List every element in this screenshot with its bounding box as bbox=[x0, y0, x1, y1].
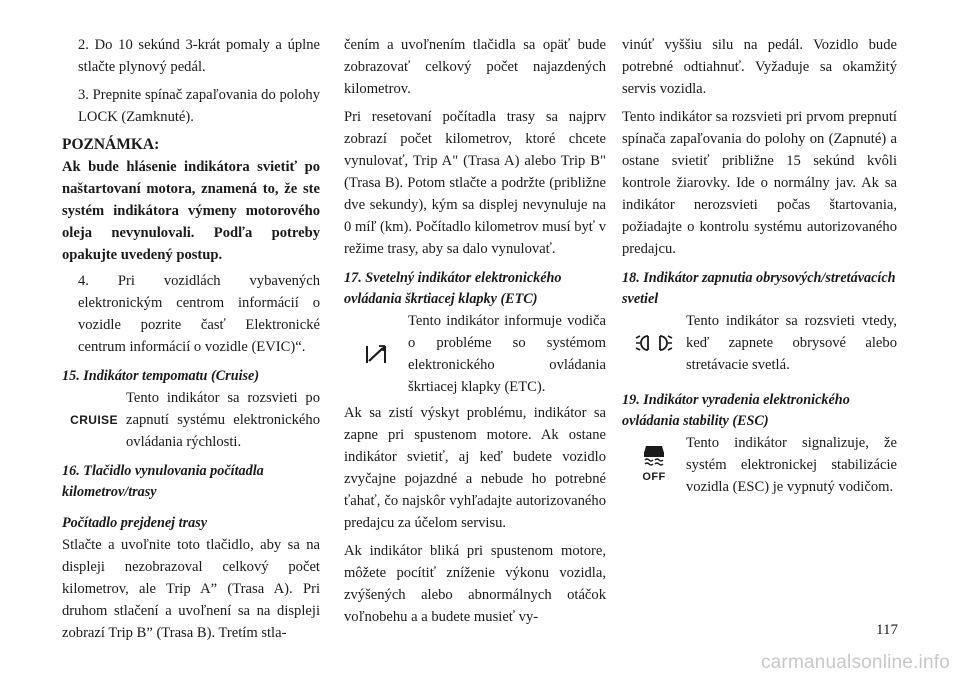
paragraph-1: čením a uvoľnením tlačidla sa opäť bude zobrazovať celkový počet najazdených kilometrov. bbox=[344, 37, 606, 97]
watermark: carmanualsonline.info bbox=[760, 652, 950, 673]
section-17-row bbox=[344, 310, 606, 398]
paragraph-3: Ak sa zistí výskyt problému, indikátor sa zapne pri spustenom motore. Ak ostane indikátor svietiť, aj keď budete vozidlo zvyčajne pojazdné a nebude ho potrebné ťahať, čo najskôr vyhľadajte autorizovaného predajcu za účelom servisu. bbox=[344, 405, 606, 531]
cruise-icon bbox=[62, 387, 126, 453]
section-19-heading: 19. Indikátor vyradenia elektronického ovládania stability (ESC) bbox=[622, 392, 850, 429]
throttle-icon-svg bbox=[363, 341, 389, 367]
page-number: 117 bbox=[876, 622, 898, 638]
paragraph-4: Ak indikátor bliká pri spustenom motore, môžete pocítiť zníženie výkonu vozidla, zvýšených alebo abnormálnych otáčok voľnobehu a a budete musieť vy- bbox=[344, 543, 606, 625]
step-2: 2. Do 10 sekúnd 3-krát pomaly a úplne stlačte plynový pedál. bbox=[78, 37, 320, 75]
section-16-text: Stlačte a uvoľnite toto tlačidlo, aby sa na displeji nezobrazoval celkový počet kilometrov, ale Trip A” (Trasa A). Pri druhom stlačení a uvoľnení sa na displeji zobrazí Trip B” (Trasa B). Tretím stla- bbox=[62, 537, 320, 641]
section-17-text: Tento indikátor informuje vodiča o probléme so systémom elektronického ovládania škrtiacej klapky (ETC). bbox=[408, 313, 606, 395]
paragraph-2: Pri resetovaní počítadla trasy sa najprv zobrazí počet kilometrov, ktoré chcete vynulovať, Trip A" (Trasa A) alebo Trip B" (Trasa B). Potom stlačte a podržte (približne dve sekundy), kým sa displej nevynuluje na 0 míľ (km). Počítadlo kilometrov musí byť v režime trasy, aby sa dalo vynulovať. bbox=[344, 109, 606, 257]
step-4: 4. Pri vozidlách vybavených elektronickým centrom informácií o vozidle pozrite časť Elektronické centrum informácií o vozidle (EVIC)“. bbox=[78, 273, 320, 355]
throttle-icon bbox=[344, 310, 408, 398]
section-17-heading: 17. Svetelný indikátor elektronického ovládania škrtiacej klapky (ETC) bbox=[344, 270, 562, 307]
column-middle bbox=[344, 34, 606, 634]
column-left bbox=[62, 34, 320, 650]
esc-off-icon bbox=[622, 432, 686, 498]
column-right bbox=[622, 34, 897, 502]
step-3: 3. Prepnite spínač zapaľovania do polohy LOCK (Zamknuté). bbox=[78, 87, 320, 125]
section-15-heading: 15. Indikátor tempomatu (Cruise) bbox=[62, 368, 260, 384]
note-body: Ak bude hlásenie indikátora svietiť po naštartovaní motora, znamená to, že ste systém indikátora výmeny motorového oleja nevynulovali. Podľa potreby opakujte uvedený postup. bbox=[62, 159, 320, 263]
note-heading: POZNÁMKA: bbox=[62, 136, 160, 153]
parking-lights-icon bbox=[622, 310, 686, 376]
section-15-text: Tento indikátor sa rozsvieti po zapnutí systému elektronického ovládania rýchlosti. bbox=[126, 390, 320, 450]
section-16-subheading: Počítadlo prejdenej trasy bbox=[62, 515, 208, 531]
cruise-icon-label: CRUISE bbox=[70, 413, 118, 427]
section-15-row bbox=[62, 387, 320, 453]
skidding-car-icon bbox=[641, 442, 667, 466]
esc-off-icon-label: OFF bbox=[642, 471, 666, 483]
section-19-row bbox=[622, 432, 897, 498]
section-18-row bbox=[622, 310, 897, 376]
parking-lights-icon-svg bbox=[634, 333, 674, 353]
section-19-text: Tento indikátor signalizuje, že systém elektronickej stabilizácie vozidla (ESC) je vypnutý vodičom. bbox=[686, 435, 897, 495]
section-16-heading: 16. Tlačidlo vynulovania počítadla kilometrov/trasy bbox=[62, 463, 264, 500]
section-18-heading: 18. Indikátor zapnutia obrysových/stretávacích svetiel bbox=[622, 270, 896, 307]
paragraph-2: Tento indikátor sa rozsvieti pri prvom prepnutí spínača zapaľovania do polohy on (Zapnuté) a ostane svietiť približne 15 sekúnd kvôli kontrole žiarovky. Ide o normálny jav. Ak sa indikátor nerozsvieti počas štartovania, požiadajte o kontrolu systému autorizovaného predajcu. bbox=[622, 109, 897, 257]
paragraph-1: vinúť vyššiu silu na pedál. Vozidlo bude potrebné odtiahnuť. Vyžaduje sa okamžitý servis vozidla. bbox=[622, 37, 897, 97]
section-18-text: Tento indikátor sa rozsvieti vtedy, keď zapnete obrysové alebo stretávacie svetlá. bbox=[686, 313, 897, 373]
